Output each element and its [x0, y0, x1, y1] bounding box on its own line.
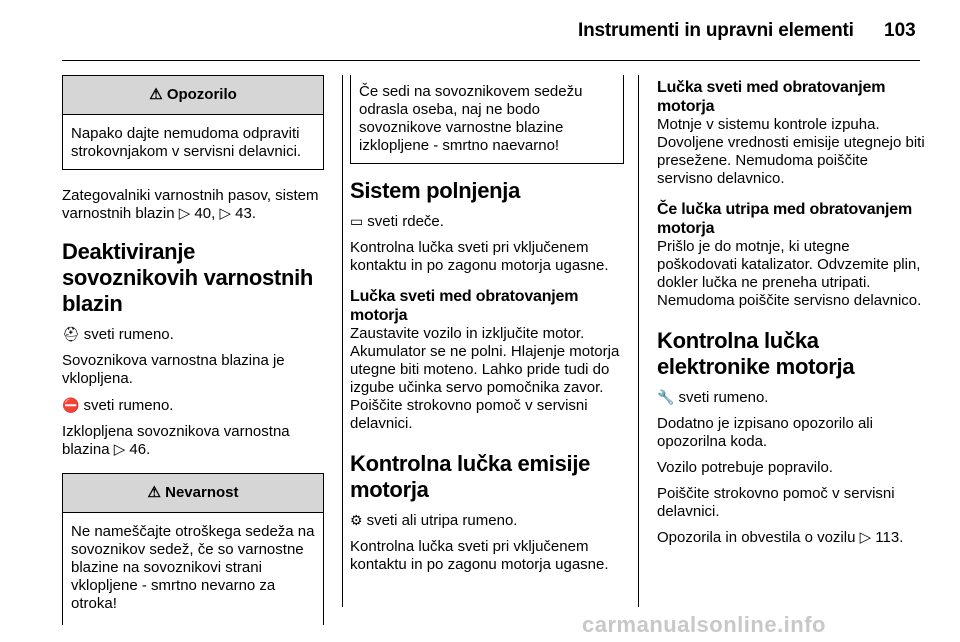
cross-reference: Zategovalniki varnostnih pasov, sistem varnostnih blazin ▷ 40, ▷ 43.: [62, 187, 319, 222]
airbag-off-icon: ⛔: [62, 397, 80, 413]
page-header: [0, 0, 960, 60]
section-heading-engine-electronics: Kontrolna lučka elektronike motorja: [657, 328, 855, 379]
engine-icon: ⚙: [350, 512, 363, 528]
subheading-charging-running: Lučka sveti med obratovanjem motorja: [350, 288, 579, 324]
column-middle: [342, 75, 624, 574]
airbag-off-text: Izklopljena sovoznikova varnostna blazina ▷ 46.: [62, 423, 290, 458]
warning-triangle-icon: ⚠: [147, 484, 161, 501]
engine-electronics-icon-label: sveti rumeno.: [678, 389, 769, 406]
subheading-emission-running: Lučka sveti med obratovanjem motorja: [657, 79, 886, 115]
engine-electronics-text-1: Dodatno je izpisano opozorilo ali opozorilna koda.: [657, 415, 873, 450]
column-left: [62, 75, 324, 625]
emission-text: Kontrolna lučka sveti pri vključenem kontaktu in po zagonu motorja ugasne.: [350, 538, 609, 573]
section-heading-emission: Kontrolna lučka emisije motorja: [350, 451, 591, 502]
airbag-on-text: Sovoznikova varnostna blazina je vklopljena.: [62, 352, 285, 387]
charging-running-text: Zaustavite vozilo in izključite motor. Akumulator se ne polni. Hlajenje motorja utegne biti moteno. Lahko pride tudi do izgube učinka servo pomočnika zavor. Poiščite strokovno pomoč v servisni delavnici.: [350, 325, 620, 432]
warning-box: [62, 75, 324, 170]
danger-box-continued-text: Če sedi na sovoznikovem sedežu odrasla oseba, naj ne bodo sovoznikove varnostne blazine izklopljene - smrtno naevarno!: [359, 83, 583, 154]
danger-box-continued: [350, 75, 624, 164]
airbag-off-label: sveti rumeno.: [83, 397, 174, 414]
header-title: Instrumenti in upravni elementi: [578, 20, 854, 41]
danger-box: [62, 473, 324, 625]
airbag-on-label: sveti rumeno.: [83, 326, 174, 343]
danger-box-text: Ne nameščajte otroškega sedeža na sovoznikov sedež, če so varnostne blazine na sovoznikovi strani vklopljene - smrtno nevarno za otroka!: [71, 523, 315, 612]
wrench-car-icon: 🔧: [657, 389, 675, 405]
subheading-emission-blinking: Če lučka utripa med obratovanjem motorja: [657, 201, 913, 237]
engine-electronics-text-2: Vozilo potrebuje popravilo.: [657, 459, 833, 476]
danger-box-title: Nevarnost: [165, 484, 239, 501]
engine-electronics-text-4: Opozorila in obvestila o vozilu ▷ 113.: [657, 529, 904, 546]
watermark: carmanualsonline.info: [582, 612, 826, 637]
section-heading-airbag-deactivation: Deaktiviranje sovoznikovih varnostnih blazin: [62, 239, 314, 316]
engine-electronics-text-3: Poiščite strokovno pomoč v servisni delavnici.: [657, 485, 895, 520]
section-heading-charging: Sistem polnjenja: [350, 178, 521, 203]
engine-electronics-icon-line: [657, 388, 925, 407]
emission-icon-line: [350, 511, 624, 530]
warning-triangle-icon: ⚠: [149, 86, 163, 103]
emission-running-text: Motnje v sistemu kontrole izpuha. Dovoljene vrednosti emisije utegnejo biti presežene. Nemudoma poiščite servisno delavnico.: [657, 116, 925, 187]
header-divider: [62, 60, 920, 61]
airbag-on-line: [62, 325, 324, 344]
emission-blinking-text: Prišlo je do motnje, ki utegne poškodovati katalizator. Odvzemite plin, dokler lučka ne preneha utripati. Nemudoma poiščite servisno delavnico.: [657, 238, 922, 309]
battery-icon: ▭: [350, 213, 364, 229]
charging-icon-label: sveti rdeče.: [367, 213, 444, 230]
airbag-off-line: [62, 396, 324, 415]
charging-text: Kontrolna lučka sveti pri vključenem kontaktu in po zagonu motorja ugasne.: [350, 239, 609, 274]
charging-icon-line: [350, 212, 624, 231]
emission-icon-label: sveti ali utripa rumeno.: [366, 512, 518, 529]
airbag-on-icon: ⛑: [62, 326, 80, 342]
column-divider: [638, 75, 639, 607]
warning-box-header: [63, 76, 323, 115]
column-right: [657, 75, 925, 547]
danger-box-header: [63, 474, 323, 513]
warning-box-text: Napako dajte nemudoma odpraviti strokovnjakom v servisni delavnici.: [71, 125, 302, 160]
warning-box-title: Opozorilo: [166, 86, 237, 103]
page-number: 103: [884, 20, 916, 41]
